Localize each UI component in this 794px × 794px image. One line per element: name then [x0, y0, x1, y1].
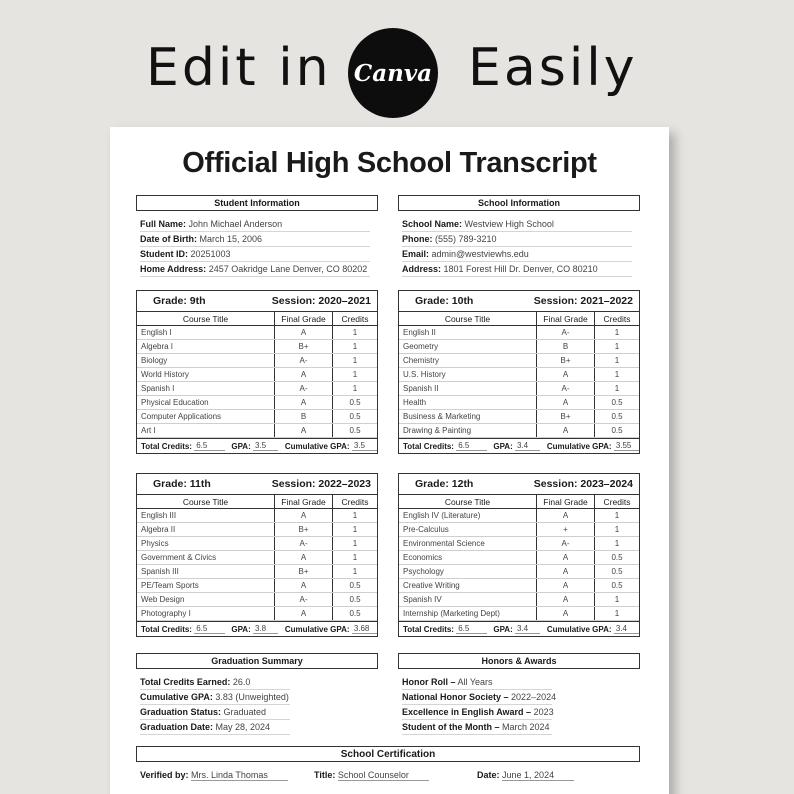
course-title: World History: [137, 368, 275, 381]
col-course-title: Course Title: [137, 495, 275, 508]
table-row: [137, 537, 377, 551]
credits: 1: [614, 525, 620, 534]
col-final-grade: Final Grade: [537, 312, 595, 325]
course-title: Economics: [399, 551, 537, 564]
grade-table-header: [137, 474, 377, 495]
table-row: [137, 368, 377, 382]
banner-right-text: Easily: [468, 38, 638, 98]
table-row: [399, 551, 639, 565]
grade-table-header: [137, 291, 377, 312]
col-course-title: Course Title: [137, 312, 275, 325]
cumulative-gpa: 3.5: [352, 441, 377, 451]
credits: 1: [614, 595, 620, 604]
table-row: [137, 396, 377, 410]
credits: 1: [614, 328, 620, 337]
course-title: Drawing & Painting: [399, 424, 537, 437]
info-row: Total Credits Earned: 26.0: [140, 675, 290, 690]
course-title: Health: [399, 396, 537, 409]
school-info: [402, 217, 632, 277]
final-grade: B+: [275, 340, 333, 353]
grade-10-table: [398, 290, 640, 454]
credits: 1: [614, 370, 620, 379]
credits: 0.5: [349, 581, 361, 590]
info-row: Full Name: John Michael Anderson: [140, 217, 370, 232]
column-headers: [399, 495, 639, 509]
course-title: Photography I: [137, 607, 275, 620]
course-title: Algebra II: [137, 523, 275, 536]
canva-logo: [348, 28, 438, 118]
credits: 0.5: [611, 581, 623, 590]
final-grade: A: [537, 579, 595, 592]
final-grade: A: [537, 509, 595, 522]
credits: 0.5: [611, 567, 623, 576]
session-year: Session: 2020–2021: [271, 295, 371, 307]
info-row: Excellence in English Award – 2023: [402, 705, 552, 720]
final-grade: A: [275, 396, 333, 409]
school-info-header: School Information: [398, 195, 640, 211]
course-title: Business & Marketing: [399, 410, 537, 423]
credits: 1: [352, 356, 358, 365]
final-grade: A-: [275, 537, 333, 550]
table-row: [137, 509, 377, 523]
course-title: PE/Team Sports: [137, 579, 275, 592]
credits: 1: [614, 609, 620, 618]
final-grade: A: [275, 509, 333, 522]
info-row: School Name: Westview High School: [402, 217, 632, 232]
grade-9-table: [136, 290, 378, 454]
credits: 0.5: [349, 609, 361, 618]
table-row: [399, 410, 639, 424]
certifier-title: Title: School Counselor: [314, 770, 429, 781]
final-grade: B: [275, 410, 333, 423]
graduation-summary-header: Graduation Summary: [136, 653, 378, 669]
total-credits: 6.5: [456, 441, 486, 451]
col-course-title: Course Title: [399, 495, 537, 508]
grade-level: Grade: 10th: [415, 295, 474, 307]
credits: 1: [352, 328, 358, 337]
course-title: English IV (Literature): [399, 509, 537, 522]
course-title: Algebra I: [137, 340, 275, 353]
final-grade: A: [537, 396, 595, 409]
credits: 0.5: [349, 412, 361, 421]
course-title: Environmental Science: [399, 537, 537, 550]
info-row: National Honor Society – 2022–2024: [402, 690, 552, 705]
course-title: Spanish IV: [399, 593, 537, 606]
column-headers: [137, 312, 377, 326]
course-title: Government & Civics: [137, 551, 275, 564]
table-row: [399, 396, 639, 410]
final-grade: A: [537, 424, 595, 437]
grade-table-header: [399, 474, 639, 495]
gpa: 3.5: [253, 441, 278, 451]
final-grade: B+: [275, 565, 333, 578]
credits: 1: [352, 511, 358, 520]
table-row: [399, 340, 639, 354]
grade-table-footer: Total Credits: 6.5 GPA: 3.5 Cumulative GPA: 3.5: [137, 438, 377, 453]
column-headers: [137, 495, 377, 509]
credits: 0.5: [349, 426, 361, 435]
table-row: [137, 607, 377, 621]
course-title: Internship (Marketing Dept): [399, 607, 537, 620]
student-info: [140, 217, 370, 277]
final-grade: A-: [537, 537, 595, 550]
credits: 1: [352, 342, 358, 351]
info-row: Student ID: 20251003: [140, 247, 370, 262]
col-final-grade: Final Grade: [537, 495, 595, 508]
course-title: Chemistry: [399, 354, 537, 367]
info-row: Email: admin@westviewhs.edu: [402, 247, 632, 262]
total-credits: 6.5: [194, 624, 224, 634]
final-grade: A: [537, 593, 595, 606]
verified-by: Verified by: Mrs. Linda Thomas: [140, 770, 288, 781]
credits: 1: [614, 511, 620, 520]
gpa: 3.8: [253, 624, 278, 634]
final-grade: A: [537, 565, 595, 578]
table-row: [399, 509, 639, 523]
course-title: Spanish II: [399, 382, 537, 395]
grade-table-footer: Total Credits: 6.5 GPA: 3.4 Cumulative GPA: 3.4: [399, 621, 639, 636]
final-grade: A-: [275, 593, 333, 606]
table-row: [137, 593, 377, 607]
col-course-title: Course Title: [399, 312, 537, 325]
grade-12-table: [398, 473, 640, 637]
table-row: [137, 424, 377, 438]
final-grade: A: [275, 551, 333, 564]
table-row: [137, 326, 377, 340]
final-grade: +: [537, 523, 595, 536]
table-row: [399, 354, 639, 368]
final-grade: A-: [537, 326, 595, 339]
honors-header: Honors & Awards: [398, 653, 640, 669]
course-title: Physics: [137, 537, 275, 550]
credits: 1: [352, 384, 358, 393]
course-title: U.S. History: [399, 368, 537, 381]
final-grade: A: [537, 551, 595, 564]
column-headers: [399, 312, 639, 326]
grade-table-footer: Total Credits: 6.5 GPA: 3.4 Cumulative GPA: 3.55: [399, 438, 639, 453]
grade-table-header: [399, 291, 639, 312]
banner-left-text: Edit in: [146, 38, 332, 98]
cumulative-gpa: 3.4: [614, 624, 639, 634]
session-year: Session: 2023–2024: [533, 478, 633, 490]
info-row: Honor Roll – All Years: [402, 675, 552, 690]
info-row: Address: 1801 Forest Hill Dr. Denver, CO 80210: [402, 262, 632, 277]
info-row: Phone: (555) 789-3210: [402, 232, 632, 247]
credits: 0.5: [611, 412, 623, 421]
certification-header: School Certification: [136, 746, 640, 762]
course-title: Spanish III: [137, 565, 275, 578]
final-grade: A-: [275, 382, 333, 395]
col-credits: Credits: [341, 313, 369, 324]
final-grade: B+: [537, 354, 595, 367]
gpa: 3.4: [515, 441, 540, 451]
document-title: Official High School Transcript: [182, 147, 597, 179]
grade-level: Grade: 12th: [415, 478, 474, 490]
table-row: [137, 410, 377, 424]
credits: 0.5: [611, 426, 623, 435]
info-row: Student of the Month – March 2024: [402, 720, 552, 735]
credits: 0.5: [611, 398, 623, 407]
credits: 1: [614, 356, 620, 365]
table-row: [137, 565, 377, 579]
final-grade: A-: [537, 382, 595, 395]
table-row: [399, 537, 639, 551]
credits: 0.5: [349, 398, 361, 407]
table-row: [399, 593, 639, 607]
credits: 1: [352, 567, 358, 576]
course-title: Pre-Calculus: [399, 523, 537, 536]
certification-date: Date: June 1, 2024: [477, 770, 574, 781]
grade-table-footer: Total Credits: 6.5 GPA: 3.8 Cumulative GPA: 3.68: [137, 621, 377, 636]
final-grade: B: [537, 340, 595, 353]
table-row: [399, 565, 639, 579]
gpa: 3.4: [515, 624, 540, 634]
credits: 1: [352, 525, 358, 534]
table-row: [399, 579, 639, 593]
info-row: Cumulative GPA: 3.83 (Unweighted): [140, 690, 290, 705]
table-row: [399, 607, 639, 621]
final-grade: A: [275, 368, 333, 381]
table-row: [137, 579, 377, 593]
grade-level: Grade: 9th: [153, 295, 206, 307]
grade-11-table: [136, 473, 378, 637]
final-grade: A-: [275, 354, 333, 367]
final-grade: A: [275, 424, 333, 437]
info-row: Graduation Date: May 28, 2024: [140, 720, 290, 735]
final-grade: A: [275, 607, 333, 620]
credits: 1: [614, 384, 620, 393]
course-title: Art I: [137, 424, 275, 437]
honors-awards: [402, 675, 557, 735]
table-row: [137, 523, 377, 537]
col-final-grade: Final Grade: [275, 495, 333, 508]
info-row: Graduation Status: Graduated: [140, 705, 290, 720]
cumulative-gpa: 3.68: [352, 624, 377, 634]
banner: [0, 28, 794, 108]
info-row: Home Address: 2457 Oakridge Lane Denver, CO 80202: [140, 262, 370, 277]
table-row: [137, 382, 377, 396]
total-credits: 6.5: [456, 624, 486, 634]
graduation-summary: [140, 675, 290, 735]
course-title: English I: [137, 326, 275, 339]
final-grade: A: [275, 326, 333, 339]
col-credits: Credits: [603, 496, 631, 507]
transcript-page: [110, 127, 669, 794]
course-title: English III: [137, 509, 275, 522]
course-title: Physical Education: [137, 396, 275, 409]
table-row: [399, 523, 639, 537]
final-grade: A: [275, 579, 333, 592]
course-title: Computer Applications: [137, 410, 275, 423]
course-title: Geometry: [399, 340, 537, 353]
credits: 1: [614, 342, 620, 351]
canva-logo-text: Canva: [353, 59, 433, 87]
course-title: Biology: [137, 354, 275, 367]
table-row: [137, 340, 377, 354]
table-row: [137, 551, 377, 565]
table-row: [399, 326, 639, 340]
final-grade: A: [537, 607, 595, 620]
table-row: [399, 382, 639, 396]
credits: 0.5: [611, 553, 623, 562]
credits: 1: [352, 539, 358, 548]
final-grade: B+: [275, 523, 333, 536]
credits: 0.5: [349, 595, 361, 604]
student-info-header: Student Information: [136, 195, 378, 211]
final-grade: B+: [537, 410, 595, 423]
col-final-grade: Final Grade: [275, 312, 333, 325]
total-credits: 6.5: [194, 441, 224, 451]
credits: 1: [614, 539, 620, 548]
course-title: Web Design: [137, 593, 275, 606]
credits: 1: [352, 553, 358, 562]
col-credits: Credits: [341, 496, 369, 507]
table-row: [137, 354, 377, 368]
course-title: Spanish I: [137, 382, 275, 395]
credits: 1: [352, 370, 358, 379]
course-title: English II: [399, 326, 537, 339]
session-year: Session: 2022–2023: [271, 478, 371, 490]
course-title: Psychology: [399, 565, 537, 578]
table-row: [399, 424, 639, 438]
course-title: Creative Writing: [399, 579, 537, 592]
info-row: Date of Birth: March 15, 2006: [140, 232, 370, 247]
table-row: [399, 368, 639, 382]
col-credits: Credits: [603, 313, 631, 324]
cumulative-gpa: 3.55: [614, 441, 639, 451]
session-year: Session: 2021–2022: [533, 295, 633, 307]
final-grade: A: [537, 368, 595, 381]
grade-level: Grade: 11th: [153, 478, 211, 490]
